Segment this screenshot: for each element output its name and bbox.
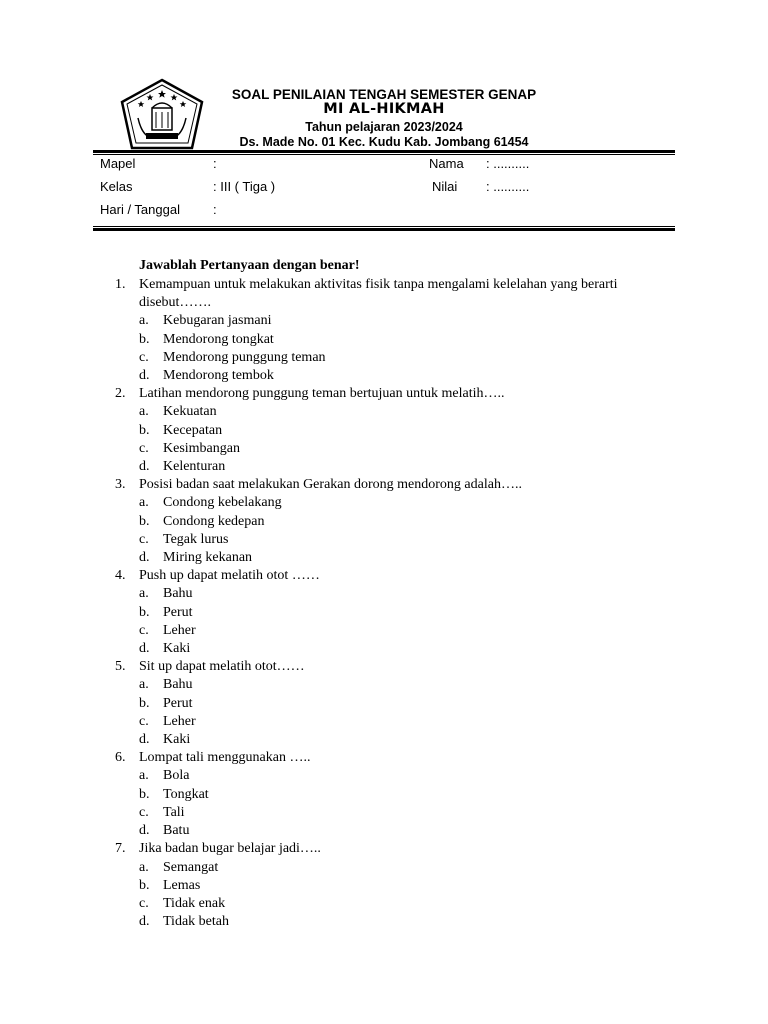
option-list: [139, 585, 675, 658]
option-item: [139, 640, 675, 658]
question-text: Lompat tali menggunakan …..: [139, 750, 311, 766]
question-text: Sit up dapat melatih otot……: [139, 659, 305, 675]
option-letter: a.: [139, 495, 149, 511]
instruction: Jawablah Pertanyaan dengan benar!: [139, 258, 360, 273]
option-item: [139, 494, 675, 512]
question-item: [115, 749, 675, 840]
option-text: Leher: [163, 713, 196, 729]
option-text: Tidak betah: [163, 914, 229, 930]
option-item: [139, 822, 675, 840]
school-name: MI AL-HIKMAH: [323, 101, 445, 117]
option-text: Mendorong punggung teman: [163, 349, 326, 365]
option-list: [139, 403, 675, 476]
option-item: [139, 585, 675, 603]
option-letter: c.: [139, 349, 149, 365]
option-text: Lemas: [163, 877, 201, 893]
option-letter: b.: [139, 604, 150, 620]
question-item: [115, 658, 675, 749]
option-letter: b.: [139, 331, 150, 347]
option-letter: d.: [139, 550, 150, 566]
kelas-value: : III ( Tiga ): [213, 179, 276, 194]
option-item: [139, 622, 675, 640]
kelas-label: Kelas: [100, 179, 133, 194]
header-rule-thick: [93, 150, 675, 153]
option-item: [139, 440, 675, 458]
option-item: [139, 767, 675, 785]
option-text: Kebugaran jasmani: [163, 313, 272, 329]
option-item: [139, 676, 675, 694]
nama-label: Nama: [429, 156, 464, 171]
option-text: Kaki: [163, 641, 191, 657]
option-list: [139, 859, 675, 932]
option-text: Kesimbangan: [163, 440, 240, 456]
hari-value: :: [213, 202, 217, 217]
option-item: [139, 531, 675, 549]
option-item: [139, 458, 675, 476]
question-number: 2.: [115, 386, 126, 402]
option-item: [139, 804, 675, 822]
option-item: [139, 877, 675, 895]
option-letter: d.: [139, 459, 150, 475]
option-text: Perut: [163, 604, 193, 620]
option-item: [139, 513, 675, 531]
option-text: Condong kebelakang: [163, 495, 282, 511]
option-text: Kelenturan: [163, 459, 226, 475]
option-item: [139, 367, 675, 385]
option-item: [139, 695, 675, 713]
mapel-label: Mapel: [100, 156, 136, 171]
option-list: [139, 312, 675, 385]
option-letter: a.: [139, 677, 149, 693]
option-letter: c.: [139, 895, 149, 911]
school-address: Ds. Made No. 01 Kec. Kudu Kab. Jombang 61454: [239, 135, 529, 149]
question-number: 4.: [115, 568, 126, 584]
option-item: [139, 913, 675, 931]
header-rule-thin: [93, 154, 675, 155]
option-letter: b.: [139, 513, 150, 529]
option-letter: d.: [139, 914, 150, 930]
option-letter: c.: [139, 531, 149, 547]
exam-title: SOAL PENILAIAN TENGAH SEMESTER GENAP: [231, 87, 537, 102]
option-item: [139, 403, 675, 421]
option-letter: b.: [139, 695, 150, 711]
option-text: Batu: [163, 823, 190, 839]
option-item: [139, 349, 675, 367]
question-text: Push up dapat melatih otot ……: [139, 568, 320, 584]
option-letter: c.: [139, 622, 149, 638]
option-text: Mendorong tongkat: [163, 331, 274, 347]
option-item: [139, 786, 675, 804]
question-text: Jika badan bugar belajar jadi…..: [139, 841, 321, 857]
option-text: Kecepatan: [163, 422, 223, 438]
option-text: Leher: [163, 622, 196, 638]
question-item: [115, 567, 675, 658]
option-text: Perut: [163, 695, 193, 711]
option-letter: a.: [139, 404, 149, 420]
option-letter: d.: [139, 641, 150, 657]
option-text: Tegak lurus: [163, 531, 229, 547]
hari-label: Hari / Tanggal: [100, 202, 180, 217]
option-item: [139, 604, 675, 622]
option-item: [139, 549, 675, 567]
academic-year: Tahun pelajaran 2023/2024: [305, 120, 463, 134]
question-item: [115, 476, 675, 567]
option-letter: b.: [139, 877, 150, 893]
option-letter: a.: [139, 586, 149, 602]
option-text: Condong kedepan: [163, 513, 265, 529]
option-text: Tidak enak: [163, 895, 226, 911]
question-text: Posisi badan saat melakukan Gerakan dorong mendorong adalah…..: [139, 477, 522, 493]
option-letter: b.: [139, 786, 150, 802]
option-text: Tali: [163, 804, 185, 820]
option-text: Miring kekanan: [163, 550, 253, 566]
question-number: 5.: [115, 659, 126, 675]
option-text: Bahu: [163, 677, 193, 693]
option-item: [139, 895, 675, 913]
option-letter: a.: [139, 313, 149, 329]
option-text: Tongkat: [163, 786, 209, 802]
option-item: [139, 859, 675, 877]
question-text: Kemampuan untuk melakukan aktivitas fisik tanpa mengalami kelelahan yang berarti disebut…….: [139, 277, 618, 311]
option-text: Semangat: [163, 859, 219, 875]
option-list: [139, 767, 675, 840]
option-item: [139, 731, 675, 749]
option-letter: c.: [139, 804, 149, 820]
option-letter: c.: [139, 713, 149, 729]
question-number: 6.: [115, 750, 126, 766]
question-item: [115, 840, 675, 931]
question-number: 7.: [115, 841, 126, 857]
option-item: [139, 331, 675, 349]
question-item: [115, 276, 675, 385]
question-item: [115, 385, 675, 476]
info-rule-thick: [93, 228, 675, 231]
option-letter: a.: [139, 768, 149, 784]
option-text: Bahu: [163, 586, 193, 602]
option-list: [139, 494, 675, 567]
option-list: [139, 676, 675, 749]
option-letter: a.: [139, 859, 149, 875]
option-item: [139, 713, 675, 731]
option-text: Bola: [163, 768, 190, 784]
question-number: 3.: [115, 477, 126, 493]
question-number: 1.: [115, 277, 126, 292]
option-letter: d.: [139, 732, 150, 748]
option-letter: d.: [139, 823, 150, 839]
question-list: [115, 276, 675, 931]
option-text: Kekuatan: [163, 404, 217, 420]
option-text: Mendorong tembok: [163, 368, 274, 384]
question-text: Latihan mendorong punggung teman bertujuan untuk melatih…..: [139, 386, 505, 402]
option-letter: b.: [139, 422, 150, 438]
option-text: Kaki: [163, 732, 191, 748]
option-item: [139, 312, 675, 330]
mapel-value: :: [213, 156, 217, 171]
nilai-value: : ..........: [486, 179, 530, 194]
info-rule-thin: [93, 226, 675, 227]
nama-value: : ..........: [486, 156, 530, 171]
option-item: [139, 422, 675, 440]
option-letter: c.: [139, 440, 149, 456]
nilai-label: Nilai: [432, 179, 458, 194]
option-letter: d.: [139, 368, 150, 384]
